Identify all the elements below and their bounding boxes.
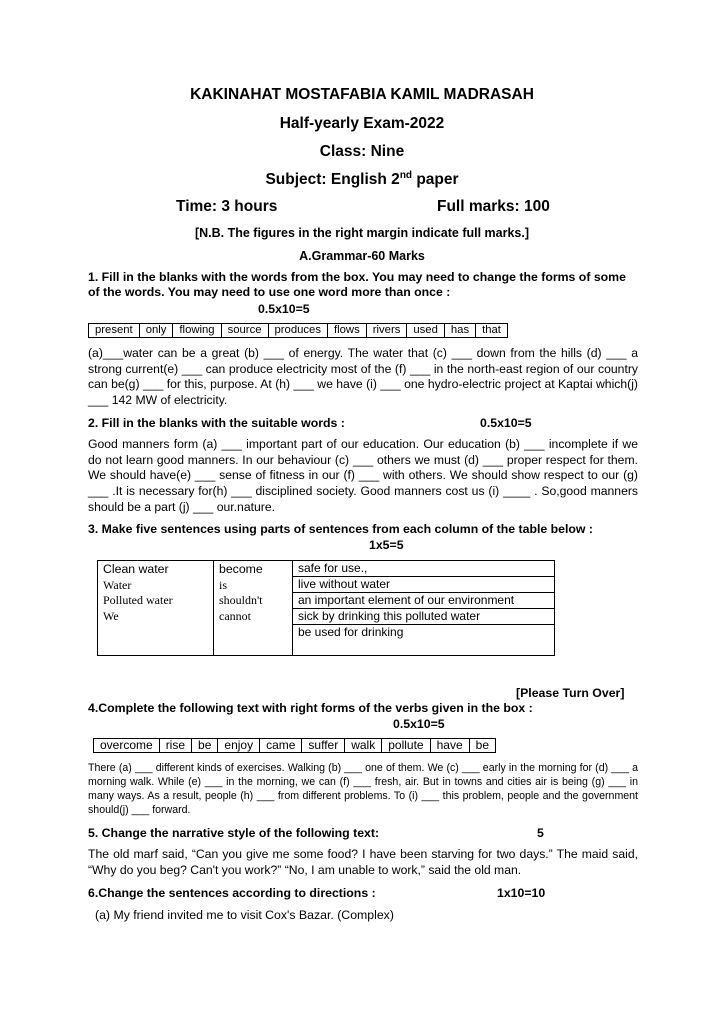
box4-word-4: came bbox=[260, 739, 302, 753]
box4-word-6: walk bbox=[345, 739, 382, 753]
col2-item-2: shouldn't bbox=[219, 593, 263, 607]
table-column-3 bbox=[293, 561, 555, 656]
question-2-marks: 0.5x10=5 bbox=[480, 416, 532, 430]
subject-suffix: paper bbox=[412, 171, 459, 189]
question-4: 4.Complete the following text with right forms of the verbs given in the box : bbox=[88, 701, 533, 715]
box1-word-8: has bbox=[444, 324, 475, 338]
question-1-passage: (a)___water can be a great (b) ___ of energy. The water that (c) ___ down from the hills (d) ___ a strong current(e) ___ can produce electricity most of the (f) ___ in the north-east region of our country can be(g) ___ for this, purpose. At (h) ___ we have (i) ___ one hydro-electric project at Kaptai which(j) ___ 142 MW of electricity. bbox=[88, 346, 638, 408]
question-4-marks: 0.5x10=5 bbox=[393, 717, 445, 731]
school-name: KAKINAHAT MOSTAFABIA KAMIL MADRASAH bbox=[190, 86, 534, 103]
box1-word-6: rivers bbox=[366, 324, 407, 338]
section-title: A.Grammar-60 Marks bbox=[299, 249, 425, 263]
question-2: 2. Fill in the blanks with the suitable words : bbox=[88, 416, 345, 430]
box4-word-2: be bbox=[192, 739, 218, 753]
box4-word-5: suffer bbox=[302, 739, 345, 753]
word-box-1 bbox=[88, 323, 508, 338]
col2-item-1: is bbox=[219, 577, 228, 592]
question-4-passage: There (a) ___ different kinds of exercises. Walking (b) ___ one of them. We (c) ___ early in the morning for (d) ___ a morning walk. While (e) ___ in the morning, we can (f) ___ fresh, air. But in towns and cities air is being (g) ___ in many ways. As a result, people (h) ___ from different problems. To (i) ___ this problem, people and the government should(j) ___ forward. bbox=[88, 762, 638, 817]
box4-word-7: pollute bbox=[382, 739, 430, 753]
question-6-marks: 1x10=10 bbox=[497, 886, 546, 900]
question-3: 3. Make five sentences using parts of sentences from each column of the table below : bbox=[88, 522, 593, 536]
box1-word-3: source bbox=[221, 324, 268, 338]
box4-word-8: have bbox=[430, 739, 469, 753]
question-6: 6.Change the sentences according to directions : bbox=[88, 886, 376, 900]
question-1: 1. Fill in the blanks with the words from the box. You may need to change the forms of some of the words. You may need to use one word more than once : bbox=[88, 270, 626, 299]
col3-item-4: be used for drinking bbox=[298, 625, 404, 639]
box1-word-2: flowing bbox=[173, 324, 221, 338]
class-line: Class: Nine bbox=[319, 143, 405, 160]
box4-word-1: rise bbox=[159, 739, 191, 753]
question-3-marks: 1x5=5 bbox=[369, 538, 404, 552]
question-6-item-a: (a) My friend invited me to visit Cox's Bazar. (Complex) bbox=[95, 908, 394, 922]
box1-word-9: that bbox=[476, 324, 508, 338]
col1-item-0: Clean water bbox=[103, 562, 169, 576]
subject-superscript: nd bbox=[399, 170, 413, 181]
question-5: 5. Change the narrative style of the following text: bbox=[88, 826, 380, 840]
col1-item-1: Water bbox=[103, 577, 132, 592]
table-column-2 bbox=[214, 561, 293, 656]
col2-item-3: cannot bbox=[219, 608, 251, 623]
col3-item-0: safe for use., bbox=[293, 561, 554, 577]
box1-word-0: present bbox=[89, 324, 140, 338]
question-2-passage: Good manners form (a) ___ important part of our education. Our education (b) ___ incomplete if we do not learn good manners. In our behaviour (c) ___ others we must (d) ___ proper respect for them. We should have(e) ___ sense of fitness in our (f) ___ with others. We should show respect to our (g) ___ .It is necessary for(h) ___ disciplined society. Good manners cost us (i) ____ . So,good manners should be a part (j) ___ our.nature. bbox=[88, 437, 638, 514]
exam-title: Half-yearly Exam-2022 bbox=[279, 115, 445, 132]
question-5-passage: The old marf said, “Can you give me some food? I have been starving for two days.” The maid said, “Why do you beg? Can't you work?” “No, I am unable to work,” said the old man. bbox=[88, 847, 638, 877]
box1-word-1: only bbox=[139, 324, 173, 338]
col3-item-3: sick by drinking this polluted water bbox=[293, 609, 554, 625]
col3-item-1: live without water bbox=[293, 577, 554, 593]
time-line: Time: 3 hours bbox=[176, 198, 278, 215]
col1-item-3: We bbox=[103, 608, 119, 623]
word-box-4 bbox=[93, 738, 496, 753]
subject-line bbox=[0, 170, 724, 189]
full-marks-line: Full marks: 100 bbox=[437, 198, 550, 215]
substitution-table bbox=[97, 560, 555, 656]
box1-word-7: used bbox=[407, 324, 445, 338]
box1-word-4: produces bbox=[268, 324, 327, 338]
question-5-marks: 5 bbox=[537, 826, 544, 840]
table-column-1 bbox=[98, 561, 214, 656]
col1-item-2: Polluted water bbox=[103, 593, 173, 607]
turn-over-note: [Please Turn Over] bbox=[516, 686, 625, 700]
note-line: [N.B. The figures in the right margin indicate full marks.] bbox=[194, 226, 530, 240]
col2-item-0: become bbox=[219, 562, 263, 576]
box4-word-3: enjoy bbox=[218, 739, 260, 753]
question-1-marks: 0.5x10=5 bbox=[258, 302, 310, 316]
col3-item-2: an important element of our environment bbox=[293, 593, 554, 609]
box4-word-9: be bbox=[469, 739, 495, 753]
box4-word-0: overcome bbox=[94, 739, 160, 753]
box1-word-5: flows bbox=[328, 324, 367, 338]
subject-text: Subject: English 2 bbox=[265, 171, 400, 189]
